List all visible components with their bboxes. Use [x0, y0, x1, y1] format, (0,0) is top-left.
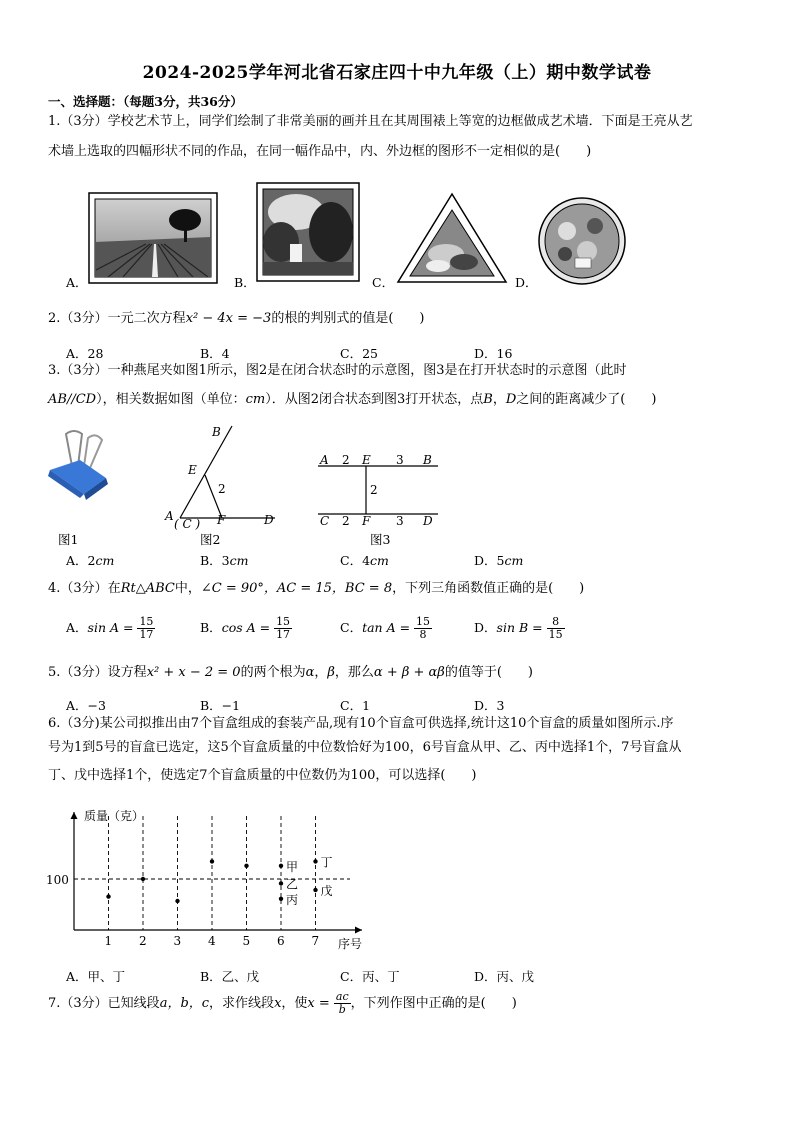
q1-picture-circle: [537, 196, 627, 286]
y-tick-100: 100: [46, 873, 69, 887]
q3-option-c: C．4cm: [340, 553, 389, 568]
q1-option-c-label: C．: [372, 275, 395, 290]
q2-option-a: A．28: [66, 346, 104, 361]
point-label: 戊: [320, 884, 333, 898]
question-5: 5.（3分）设方程x² + x − 2 = 0的两个根为α，β，那么α + β + αβ的值等于( ): [48, 665, 533, 680]
x-tick-4: 4: [208, 934, 216, 948]
x-tick-3: 3: [173, 934, 182, 948]
page-title: 2024-2025学年河北省石家庄四十中九年级（上）期中数学试卷: [142, 63, 652, 83]
x-tick-5: 5: [242, 934, 251, 948]
mass-scatter-chart: [40, 806, 380, 956]
q4-option-a: A．sin A = $\frac{15}{17}$: [66, 615, 154, 641]
q5-option-d: D．3: [474, 698, 505, 713]
data-point: [141, 877, 145, 881]
q6-option-b: B．乙、戊: [200, 969, 260, 984]
q6-option-a: A．甲、丁: [66, 969, 126, 984]
q4-option-d: D．sin B = $\frac{8}{15}$: [474, 615, 563, 641]
data-point: [279, 864, 283, 868]
fig2-caption: 图2: [200, 532, 221, 547]
data-point: [210, 859, 214, 863]
fig3-label-a: A: [320, 453, 329, 467]
fig2-label-c: ( C ): [174, 517, 201, 531]
fig1-caption: 图1: [58, 532, 79, 547]
fig2-length: 2: [218, 482, 226, 496]
fig3-fd: 3: [396, 514, 404, 528]
fig2-label-a: A: [165, 509, 174, 523]
data-point: [175, 899, 179, 903]
point-label: 乙: [286, 877, 299, 892]
question-7: 7.（3分）已知线段a，b，c，求作线段x，使x = $\frac{ac}{b}$ ，下列作图中正确的是( ): [48, 990, 517, 1016]
fig3-label-f: F: [362, 514, 371, 528]
q6-option-c: C．丙、丁: [340, 969, 400, 984]
figure-2-closed-state: [160, 420, 290, 532]
q4-option-b: B．cos A = $\frac{15}{17}$: [200, 615, 291, 641]
fig3-ae: 2: [342, 453, 350, 467]
q1-option-b-label: B．: [234, 275, 256, 290]
q1-picture-rectangle: [88, 192, 218, 284]
x-axis-label: 序号: [338, 937, 363, 951]
q1-option-d-label: D．: [515, 275, 538, 290]
fig3-label-c: C: [320, 514, 330, 528]
point-label: 甲: [286, 859, 299, 874]
data-point: [106, 894, 110, 898]
fig2-label-d: D: [264, 513, 274, 527]
fig3-ef: 2: [370, 483, 378, 497]
point-label: 丙: [286, 892, 299, 907]
fig3-label-b: B: [423, 453, 432, 467]
fig2-label-b: B: [212, 425, 221, 439]
data-point: [244, 864, 248, 868]
y-axis-label: 质量（克）: [84, 809, 145, 823]
data-point: [313, 859, 317, 863]
figure-3-open-state: [316, 448, 440, 532]
q5-option-a: A．−3: [66, 698, 106, 713]
q1-option-a-label: A．: [66, 275, 88, 290]
q5-option-b: B．−1: [200, 698, 241, 713]
question-3-line1: 3.（3分）一种燕尾夹如图1所示，图2是在闭合状态时的示意图，图3是在打开状态时的示意图（此时: [48, 363, 627, 378]
q6-option-d: D．丙、戊: [474, 969, 535, 984]
q3-option-d: D．5cm: [474, 553, 524, 568]
question-4: 4.（3分）在Rt△ABC中，∠C = 90°，AC = 15，BC = 8，下列三角函数值正确的是( ): [48, 581, 585, 596]
fig2-label-f: F: [217, 513, 226, 527]
data-point: [279, 881, 283, 885]
question-2: 2.（3分）一元二次方程x² − 4x = −3的根的判别式的值是( ): [48, 311, 425, 326]
fig3-label-d: D: [423, 514, 433, 528]
question-6-line3: 丁、戊中选择1个，使选定7个盲盒质量的中位数仍为100，可以选择( ): [48, 768, 477, 783]
x-tick-6: 6: [277, 934, 285, 948]
fig2-label-e: E: [188, 463, 197, 477]
x-tick-2: 2: [139, 934, 147, 948]
q2-option-b: B．4: [200, 346, 230, 361]
binder-clip-figure: [44, 428, 116, 500]
fig3-eb: 3: [396, 453, 404, 467]
question-3-line2: AB//CD），相关数据如图（单位：cm）．从图2闭合状态到图3打开状态，点B，D之间的距离减少了( ): [48, 392, 657, 407]
q1-picture-triangle: [396, 192, 508, 284]
data-point: [313, 888, 317, 892]
fig3-label-e: E: [362, 453, 371, 467]
question-6-line2: 号为1到5号的盲盒已选定，这5个盲盒质量的中位数恰好为100，6号盲盒从甲、乙、丙中选择1个，7号盲盒从: [48, 740, 682, 755]
q2-option-d: D．16: [474, 346, 513, 361]
section-heading: 一、选择题：（每题3分，共36分）: [48, 94, 243, 109]
point-label: 丁: [320, 855, 333, 870]
x-tick-1: 1: [104, 934, 113, 948]
q5-option-c: C．1: [340, 698, 371, 713]
q2-equation: x² − 4x = −3: [185, 311, 272, 326]
q3-option-b: B．3cm: [200, 553, 249, 568]
q2-option-c: C．25: [340, 346, 378, 361]
q4-option-c: C．tan A = $\frac{15}{8}$: [340, 615, 431, 641]
q1-picture-square: [256, 182, 360, 282]
question-1-line1: 1.（3分）学校艺术节上，同学们绘制了非常美丽的画并且在其周围裱上等宽的边框做成艺术墙．下面是王亮从艺: [48, 114, 693, 129]
x-tick-7: 7: [311, 934, 320, 948]
fig3-cf: 2: [342, 514, 350, 528]
q3-option-a: A．2cm: [66, 553, 115, 568]
question-6-line1: 6.（3分)某公司拟推出由7个盲盒组成的套装产品,现有10个盲盒可供选择,统计这10个盲盒的质量如图所示.序: [48, 716, 674, 731]
data-point: [279, 897, 283, 901]
fig3-caption: 图3: [370, 532, 391, 547]
question-1-line2: 术墙上选取的四幅形状不同的作品，在同一幅作品中，内、外边框的图形不一定相似的是( ): [48, 144, 592, 159]
